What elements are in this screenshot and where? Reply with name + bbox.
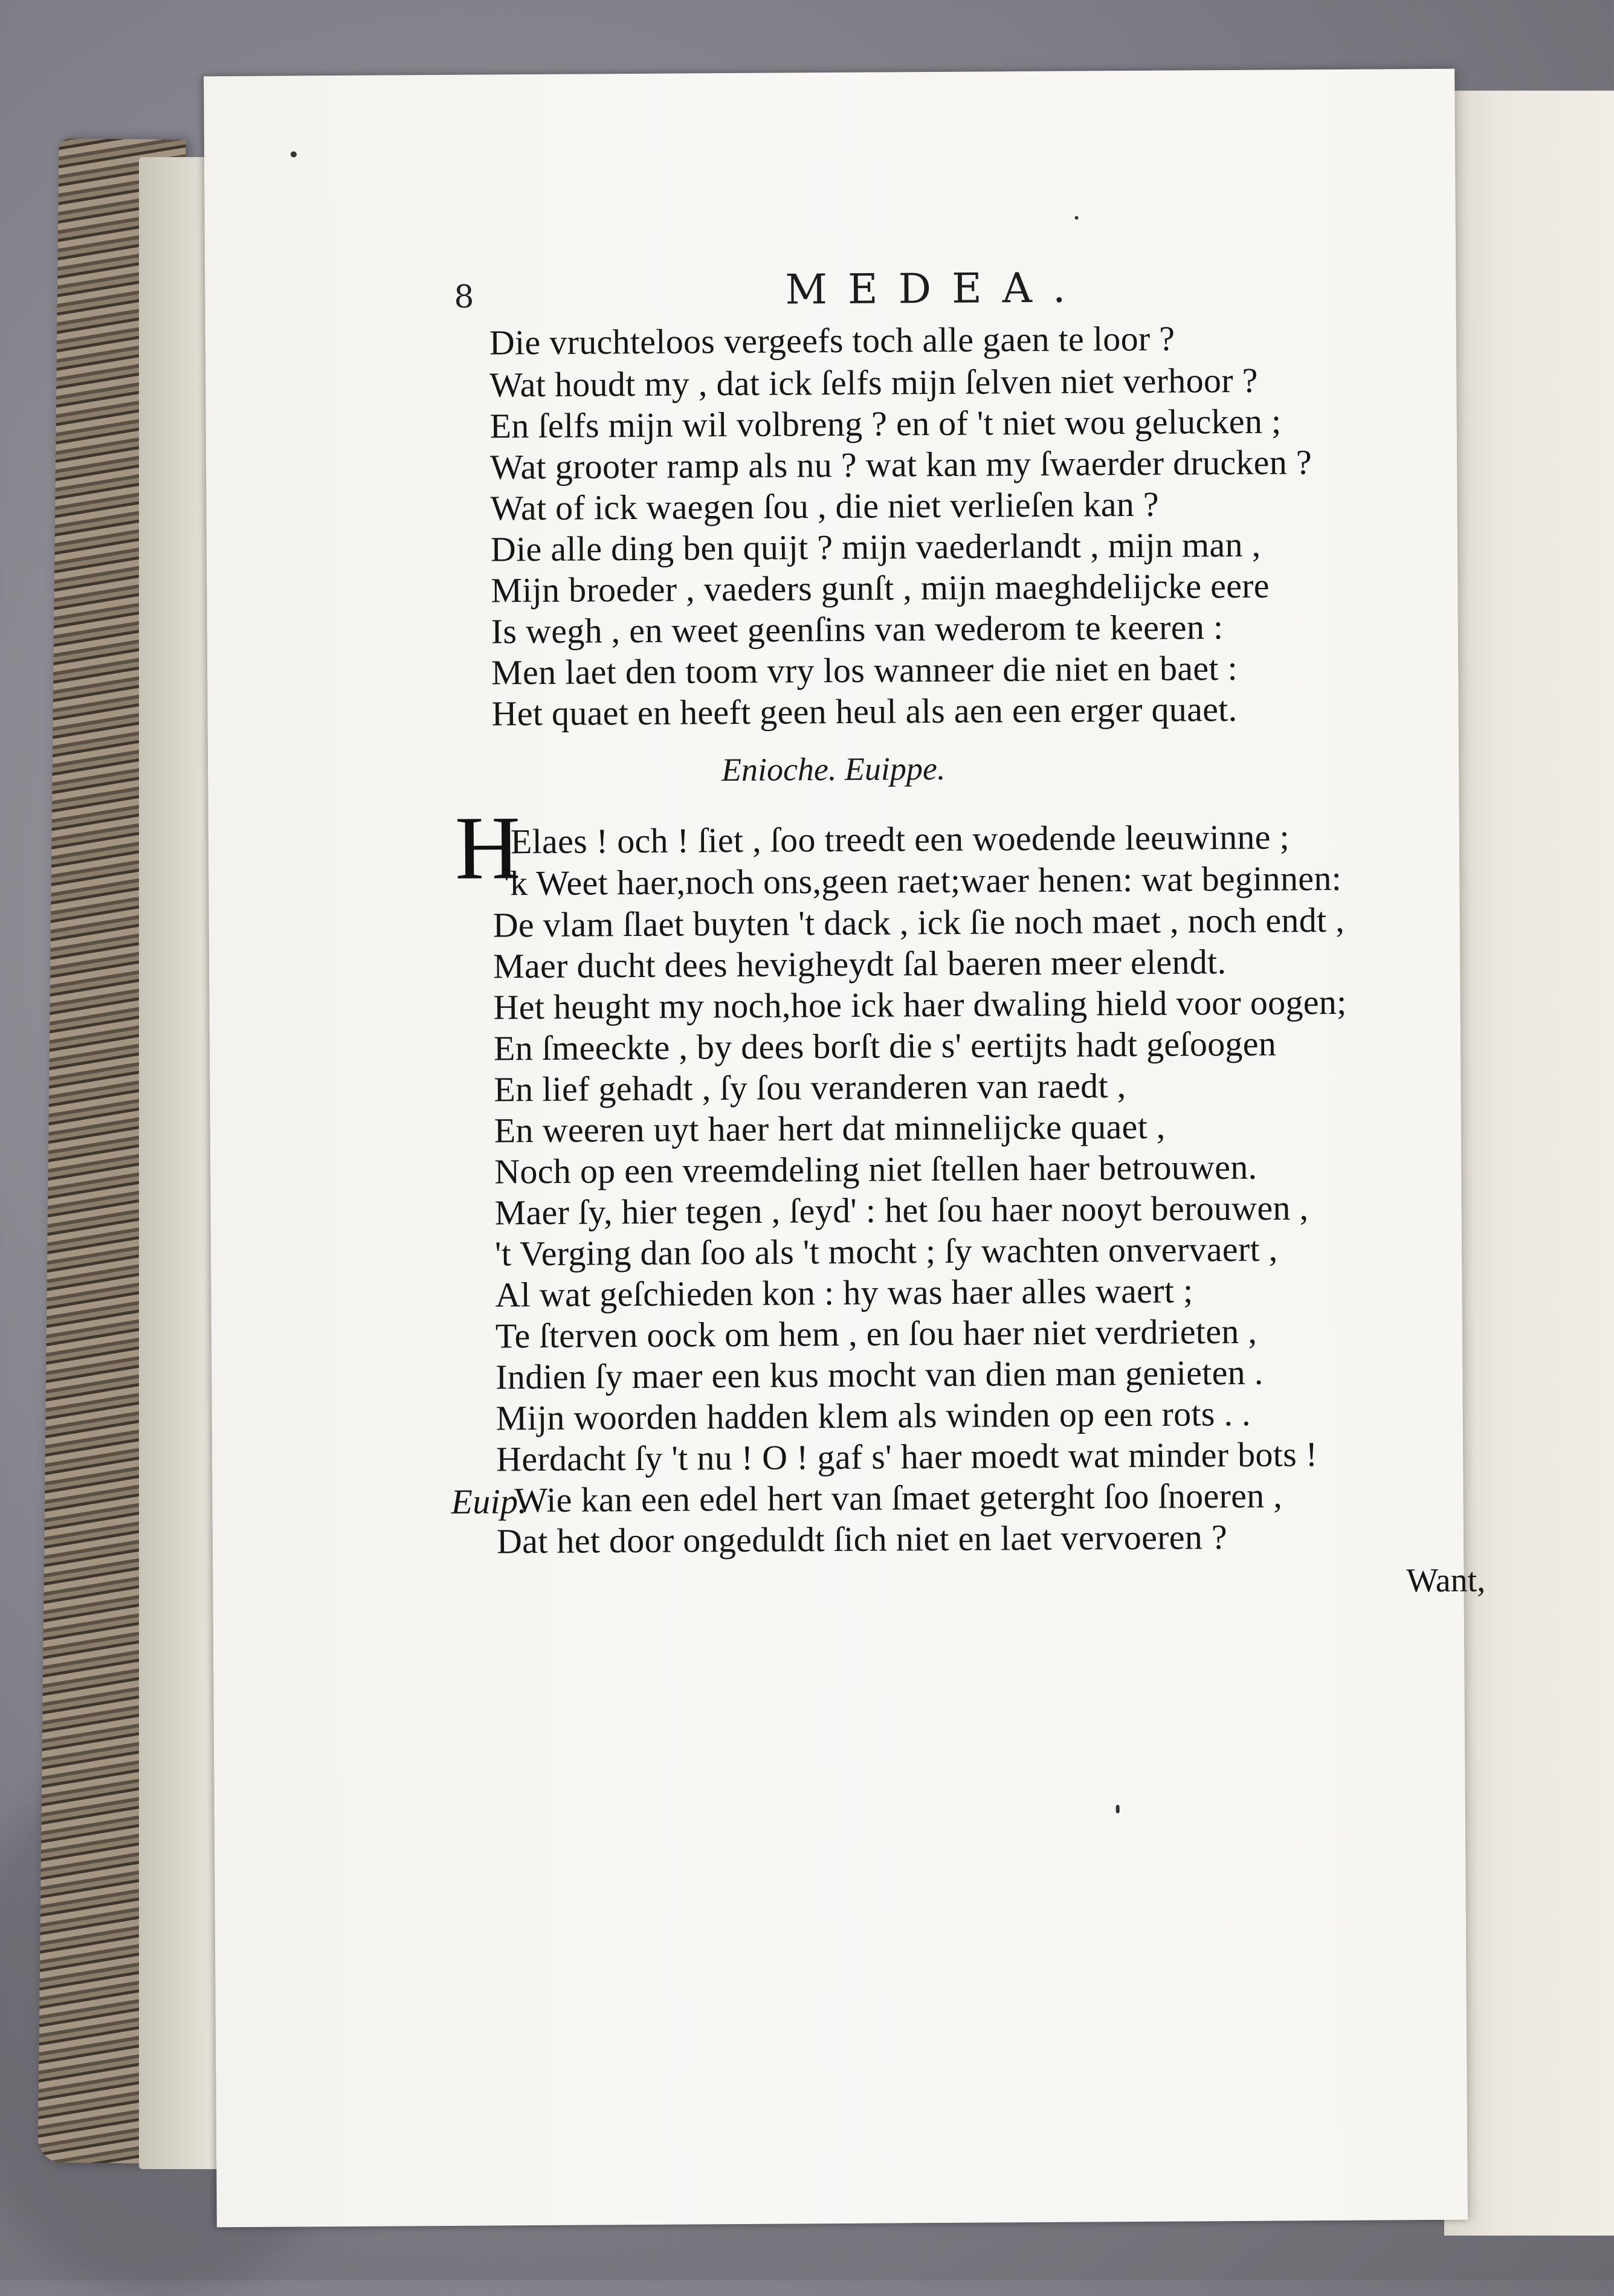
book-page: [204, 69, 1486, 2228]
verse-line: En weeren uyt haer hert dat minnelijcke quaet ,: [494, 1106, 1166, 1150]
verse-line: 'k Weet haer,noch ons,geen raet;waer henen: wat beginnen:: [503, 858, 1342, 903]
page-number: 8: [454, 279, 474, 315]
verse-line: Het heught my noch,hoe ick haer dwaling hield voor oogen;: [493, 982, 1347, 1027]
verse-line: En ſmeeckte , by dees borſt die s' eertijts hadt geſoogen: [493, 1024, 1277, 1068]
verse-line: En ſelfs mijn wil volbreng ? en of 't niet wou gelucken ;: [489, 401, 1282, 446]
verse-line: Al wat geſchieden kon : hy was haer alles waert ;: [495, 1271, 1193, 1315]
verse-line: Elaes ! och ! ſiet , ſoo treedt een woedende leeuwinne ;: [510, 817, 1290, 862]
verse-line: Is wegh , en weet geenſins van wederom te keeren :: [491, 607, 1224, 651]
verse-line: Maer ducht dees hevigheydt ſal baeren meer elendt.: [492, 942, 1227, 986]
facing-page: [1444, 91, 1614, 2236]
page-speck: [1075, 216, 1079, 220]
verse-line: Wat of ick waegen ſou , die niet verlieſen kan ?: [490, 484, 1160, 528]
verse-line: En lief gehadt , ſy ſou veranderen van raedt ,: [494, 1066, 1126, 1109]
catchword: Want,: [1406, 1561, 1486, 1600]
verse-line: Maer ſy, hier tegen , ſeyd' : het ſou haer nooyt berouwen ,: [494, 1188, 1309, 1233]
drop-capital: H: [454, 798, 521, 898]
verse-line: Mijn woorden hadden klem als winden op een rots . .: [495, 1393, 1251, 1438]
running-head: MEDEA.: [785, 264, 1086, 314]
verse-line: Te ſterven oock om hem , en ſou haer niet verdrieten ,: [495, 1311, 1257, 1356]
page-speck: [1116, 1805, 1120, 1813]
verse-line: Herdacht ſy 't nu ! O ! gaf s' haer moedt wat minder bots !: [495, 1434, 1318, 1479]
verse-line: Wie kan een edel hert van ſmaet geterght ſoo ſnoeren ,: [514, 1475, 1283, 1520]
verse-line: Noch op een vreemdeling niet ſtellen haer betrouwen.: [494, 1147, 1257, 1192]
verse-line: Het quaet en heeft geen heul als aen een erger quaet.: [491, 689, 1238, 734]
verse-line: De vlam ſlaet buyten 't dack , ick ſie noch maet , noch endt ,: [492, 900, 1345, 945]
speaker-heading: Enioche. Euippe.: [721, 750, 946, 788]
verse-line: Die vruchteloos vergeefs toch alle gaen te loor ?: [489, 318, 1175, 363]
page-speck: [291, 151, 297, 157]
verse-line: Indien ſy maer een kus mocht van dien man genieten .: [495, 1352, 1264, 1397]
verse-line: Mijn broeder , vaeders gunſt , mijn maeghdelijcke eere: [491, 566, 1270, 610]
verse-line: Men laet den toom vry los wanneer die niet en baet :: [491, 648, 1238, 692]
verse-line: Wat grooter ramp als nu ? wat kan my ſwaerder drucken ?: [489, 442, 1312, 487]
verse-line: Die alle ding ben quijt ? mijn vaederlandt , mijn man ,: [490, 524, 1261, 569]
verse-line: Wat houdt my , dat ick ſelfs mijn ſelven niet verhoor ?: [489, 360, 1258, 405]
verse-line: 't Verging dan ſoo als 't mocht ; ſy wachten onvervaert ,: [494, 1229, 1278, 1274]
speaker-tag: Euip.: [451, 1482, 528, 1521]
verse-line: Dat het door ongeduldt ſich niet en laet vervoeren ?: [496, 1517, 1228, 1561]
